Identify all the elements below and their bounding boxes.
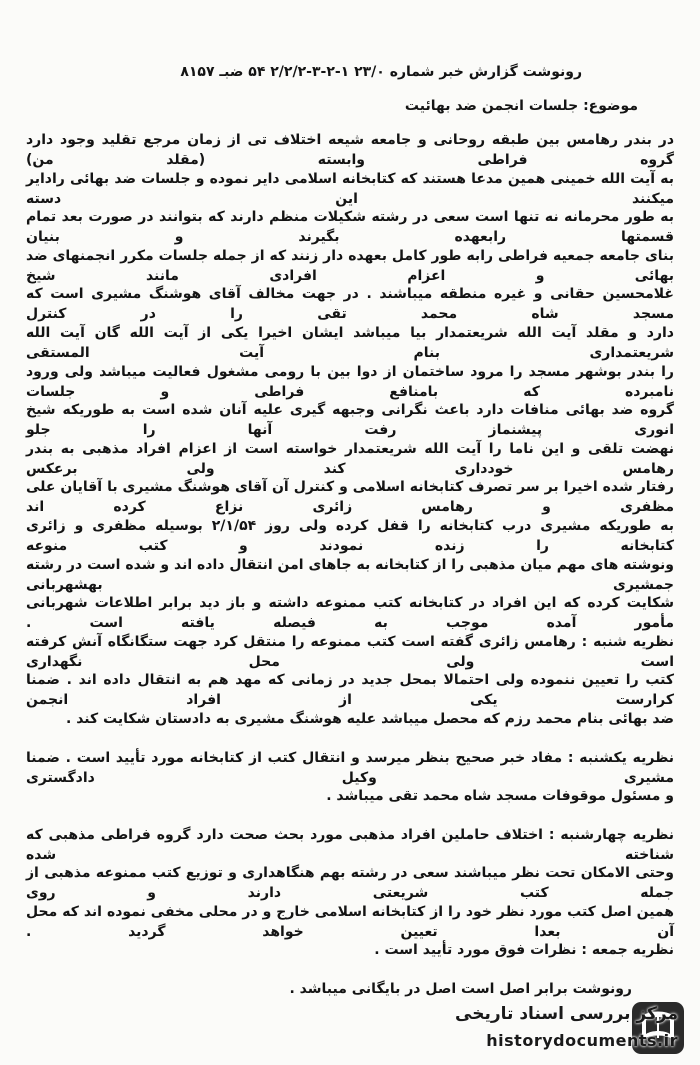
document-closing: رونوشت برابر اصل است اصل در بایگانی میباشد . xyxy=(289,981,632,998)
document-line: به آیت الله خمینی همین مدعا هستند که کتابخانه اسلامی دایر نموده و جلسات ضد بهائی رادایر میکنند این دسته xyxy=(26,170,674,207)
document-line: بنای جامعه جمعیه فراطی رابه طور کامل بعهده دار زنند که از جمله جلسات مکرر انجمنهای ضد بهائی و اعزام افرادی مانند شیخ xyxy=(26,247,674,284)
document-line: نظریه چهارشنبه : اختلاف حاملین افراد مذهبی مورد بحث صحت دارد گروه فراطی مذهبی که شناخته شده xyxy=(26,826,674,863)
document-line: همین اصل کتب مورد نظر خود را از کتابخانه اسلامی خارج و در محلی مخفی نموده اند که محل آن بعدا تعیین خواهد گردید . xyxy=(26,903,674,940)
document-line: به طور محرمانه نه تنها است سعی در رشته شکیلات منظم دارند که بتوانند در صورت بعد تمام قسمتها رابعهده بگیرند و بنیان xyxy=(26,209,674,246)
document-line: رفتار شده اخیرا بر سر تصرف کتابخانه اسلامی و کنترل آن آقای هوشنگ مشیری با آقایان علی مظفری و رهامس زائری نزاع کرده اند xyxy=(26,479,674,516)
document-line: دارد و مقلد آیت الله شریعتمدار بیا میباشد ایشان اخیرا یکی از آیت الله گان آیت الله شریعتمداری بنام آیت المستقی xyxy=(26,324,674,361)
document-line: نظریه شنبه : رهامس زائری گفته است کتب ممنوعه را منتقل کرد جهت ستگانگاه آنش کرفته است ولی محل نگهداری xyxy=(26,633,674,670)
document-line: و مسئول موقوفات مسجد شاه محمد تقی میباشد . xyxy=(326,788,674,805)
document-line: شکایت کرده که این افراد در کتابخانه کتب ممنوعه داشته و باز دید برابر اطلاعات شهربانی مأمور آمده موجب به فیصله یافته است . xyxy=(26,595,674,632)
document-line: کتب را تعیین ننموده ولی احتمالا بمحل جدید در زمانی که مهد هم به انتقال داده اند . ضمنا کرارست یکی از افراد انجمن xyxy=(26,672,674,709)
document-line: نظریه جمعه : نظرات فوق مورد تأیید است . xyxy=(374,942,674,959)
document-line: نهضت تلقی و این ناما را آیت الله شریعتمدار خواسته است از اعزام افراد مذهبی به بندر رهامس خودداری کند ولی برعکس xyxy=(26,440,674,477)
document-body xyxy=(26,62,674,999)
document-line: ونوشته های مهم میان مذهبی را از کتابخانه به جاهای امن انتقال داده اند و شده است در رشته جمشیری بهشهربانی xyxy=(26,556,674,593)
document-header: رونوشت گزارش خبر شماره ۲۳/۰ ۱-۲-۳-۲/۲/۲ ۵۴ ضبـ ۸۱۵۷ xyxy=(180,64,582,80)
document-line: ضد بهائی بنام محمد رزم که محصل میباشد علیه هوشنگ مشیری به دادستان شکایت کند . xyxy=(66,710,674,727)
document-subject: موضوع: جلسات انجمن ضد بهائیت xyxy=(404,98,638,114)
document-line: را بندر بوشهر مسجد را مرود ساختمان از دوا بین با رومی مشغول فعالیت میباشد ولی ورود نامبرده که بامنافع فراطی و جلسات xyxy=(26,363,674,400)
watermark xyxy=(300,1000,690,1060)
watermark-url: historydocuments.ir xyxy=(486,1031,678,1050)
document-line: گروه ضد بهائی منافات دارد باعث نگرانی وجبهه گیری علیه آنان شده است به طوریکه شیخ انوری پیشنماز رفت آنها را جلو xyxy=(26,402,674,439)
document-line: نظریه یکشنبه : مفاد خبر صحیح بنظر میرسد و انتقال کتب از کتابخانه مورد تأیید است . ضمنا مشیری وکیل دادگستری xyxy=(26,749,674,786)
watermark-title: مرکز بررسی اسناد تاریخی xyxy=(455,1004,678,1024)
document-line: به طوریکه مشیری درب کتابخانه را قفل کرده ولی روز ۲/۱/۵۴ بوسیله مظفری و زائری کتابخانه را زنده نمودند و کتب منوعه xyxy=(26,517,675,554)
document-line: وحتی الامکان تحت نظر میباشند سعی در رشته بهم هنگاهداری و توزیع کتب ممنوعه مذهبی از جمله کتب شریعتی دارند و روی xyxy=(26,865,674,902)
document-line: در بندر رهامس بین طبقه روحانی و جامعه شیعه اختلاف تی از زمان مرجع تقلید وجود دارد گروه فراطی وابسته (مقلد من) xyxy=(26,132,674,168)
document-line: غلامحسین حقانی و غیره منطقه میباشند . در جهت مخالف آقای هوشنگ مشیری است که مسجد شاه محمد تقی را در کنترل xyxy=(26,286,674,323)
